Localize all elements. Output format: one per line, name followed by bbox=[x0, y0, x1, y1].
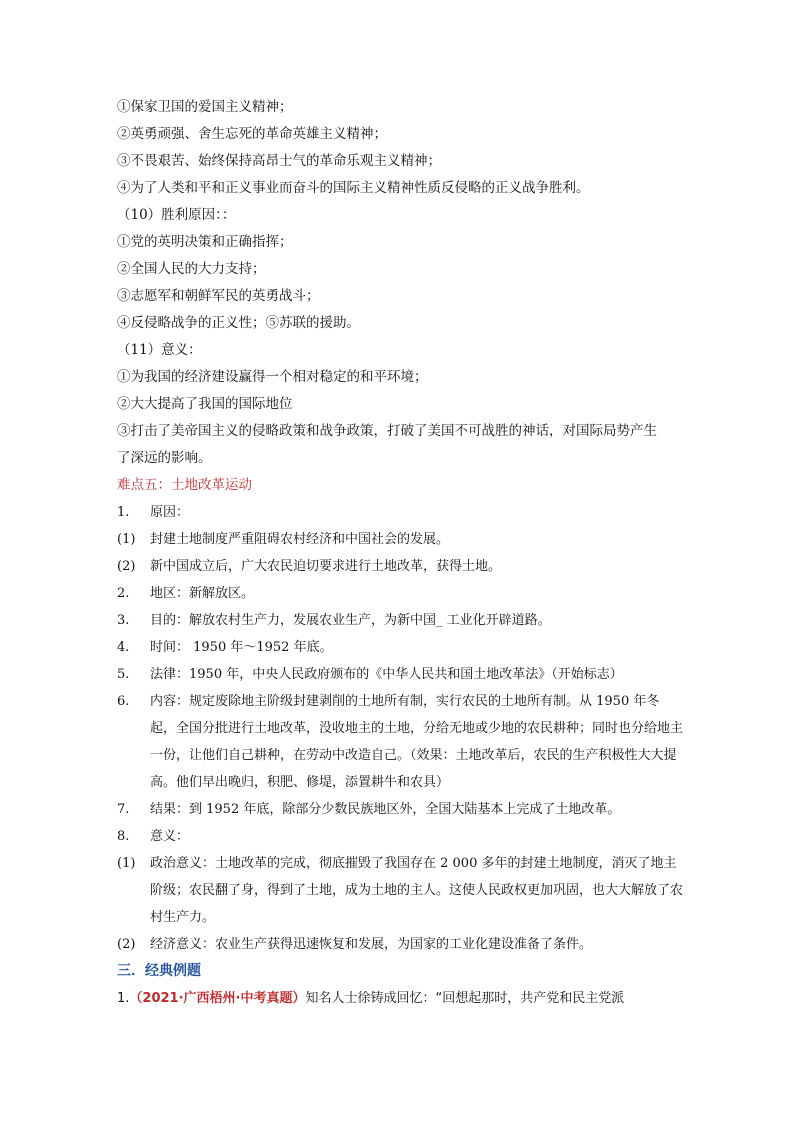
list-text: 法律：1950 年，中央人民政府颁布的《中华人民共和国土地改革法》（开始标志） bbox=[150, 667, 623, 682]
list-text: 新中国成立后，广大农民迫切要求进行土地改革，获得土地。 bbox=[150, 559, 502, 574]
list-number: 6. bbox=[117, 694, 130, 709]
example-number: 1. bbox=[117, 991, 130, 1006]
victory-line-3: ③志愿军和朝鲜军民的英勇战斗； bbox=[117, 288, 320, 304]
point-5 bbox=[117, 661, 683, 688]
list-text: 政治意义：土地改革的完成，彻底摧毁了我国存在 2 000 多年的封建土地制度，消灭了地主阶级；农民翻了身，得到了土地，成为土地的主人。这使人民政权更加巩固，也大大解放了农村生产力。 bbox=[150, 856, 684, 925]
point-7 bbox=[117, 796, 683, 823]
list-number: (2) bbox=[117, 559, 136, 574]
meaning-title: （11）意义： bbox=[117, 342, 202, 358]
cause-heading bbox=[117, 499, 683, 526]
victory-line-1: ①党的英明决策和正确指挥； bbox=[117, 234, 293, 250]
point-2 bbox=[117, 580, 683, 607]
victory-line-2: ②全国人民的大力支持； bbox=[117, 261, 266, 277]
list-text: 意义： bbox=[150, 829, 190, 844]
example-text: 知名人士徐铸成回忆：“回想起那时，共产党和民主党派 bbox=[305, 991, 625, 1006]
list-number: 3. bbox=[117, 613, 130, 628]
section-three-title: 三．经典例题 bbox=[117, 963, 201, 979]
spirit-line-4: ④为了人类和平和正义事业而奋斗的国际主义精神性质反侵略的正义战争胜利。 bbox=[117, 180, 590, 196]
meaning-line-1: ①为我国的经济建设赢得一个相对稳定的和平环境； bbox=[117, 369, 428, 385]
list-number: 4. bbox=[117, 640, 130, 655]
difficulty-title: 难点五：土地改革运动 bbox=[117, 477, 252, 493]
list-number: 5. bbox=[117, 667, 130, 682]
spirit-line-3: ③不畏艰苦、始终保持高昂士气的革命乐观主义精神； bbox=[117, 153, 441, 169]
significance-item-2 bbox=[117, 931, 683, 958]
document-page bbox=[117, 94, 683, 1012]
list-text: 内容：规定废除地主阶级封建剥削的土地所有制，实行农民的土地所有制。从 1950 年冬起，全国分批进行土地改革，没收地主的土地，分给无地或少地的农民耕种；同时也分给地主一份，让他们自己耕种，在劳动中改造自己。（效果：土地改革后，农民的生产积极性大大提高。他们早出晚归，积肥、修堤，添置耕牛和农具） bbox=[150, 694, 684, 790]
point-4 bbox=[117, 634, 683, 661]
list-text: 时间： 1950 年～1952 年底。 bbox=[150, 640, 333, 655]
cause-item-1 bbox=[117, 526, 683, 553]
list-text: 结果：到 1952 年底，除部分少数民族地区外，全国大陆基本上完成了土地改革。 bbox=[150, 802, 621, 817]
meaning-line-2: ②大大提高了我国的国际地位 bbox=[117, 396, 293, 412]
list-number: 7. bbox=[117, 802, 130, 817]
point-6 bbox=[117, 688, 683, 796]
list-text: 地区：新解放区。 bbox=[150, 586, 255, 601]
significance-item-1 bbox=[117, 850, 683, 931]
list-text: 经济意义：农业生产获得迅速恢复和发展，为国家的工业化建设准备了条件。 bbox=[150, 937, 593, 952]
example-source: （2021·广西梧州·中考真题） bbox=[129, 991, 306, 1006]
list-text: 目的：解放农村生产力，发展农业生产，为新中国_ 工业化开辟道路。 bbox=[150, 613, 551, 628]
list-number: (2) bbox=[117, 937, 136, 952]
meaning-line-3: ③打击了美帝国主义的侵略政策和战争政策，打破了美国不可战胜的神话，对国际局势产生 bbox=[117, 423, 657, 439]
victory-line-4: ④反侵略战争的正义性；⑤苏联的援助。 bbox=[117, 315, 360, 331]
list-text: 原因： bbox=[150, 505, 190, 520]
point-3 bbox=[117, 607, 683, 634]
list-number: (1) bbox=[117, 856, 136, 871]
list-text: 封建土地制度严重阻碍农村经济和中国社会的发展。 bbox=[150, 532, 450, 547]
meaning-line-4: 了深远的影响。 bbox=[117, 450, 212, 466]
example-question-1 bbox=[117, 985, 683, 1012]
significance-heading bbox=[117, 823, 683, 850]
list-number: 2. bbox=[117, 586, 130, 601]
spirit-line-2: ②英勇顽强、舍生忘死的革命英雄主义精神； bbox=[117, 126, 387, 142]
list-number: 8. bbox=[117, 829, 130, 844]
list-number: 1. bbox=[117, 505, 130, 520]
list-number: (1) bbox=[117, 532, 136, 547]
cause-item-2 bbox=[117, 553, 683, 580]
spirit-line-1: ①保家卫国的爱国主义精神； bbox=[117, 99, 293, 115]
victory-title: （10）胜利原因：： bbox=[117, 207, 236, 223]
